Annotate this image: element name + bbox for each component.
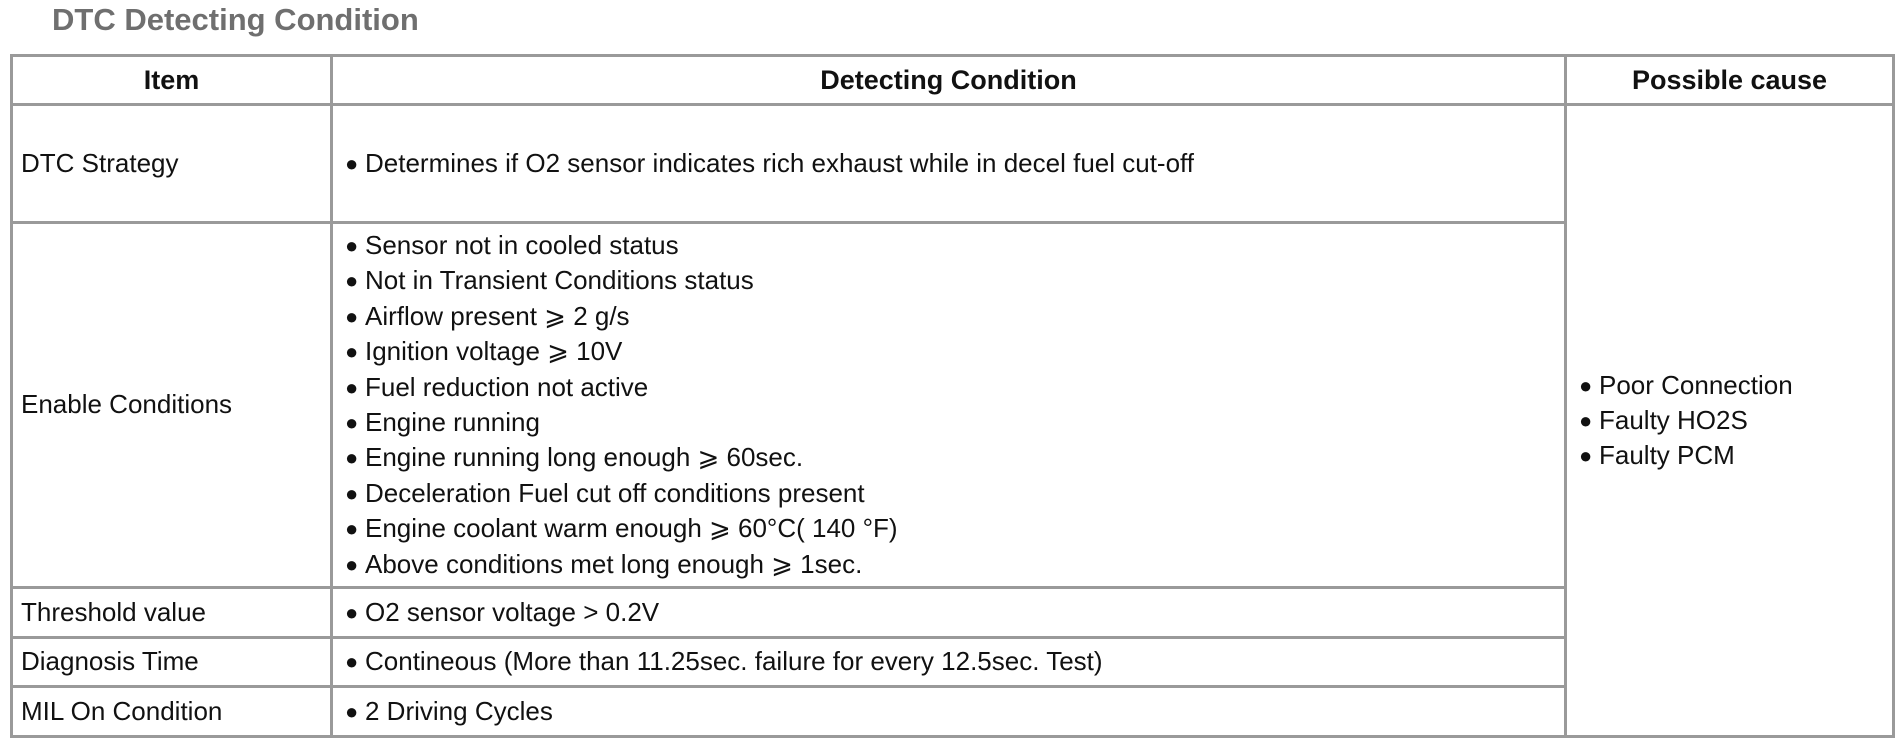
- bullet-icon: ●: [1579, 373, 1593, 398]
- bullet-icon: ●: [1579, 408, 1593, 433]
- condition-text: Determines if O2 sensor indicates rich exhaust while in decel fuel cut-off: [365, 148, 1195, 179]
- bullet-icon: ●: [345, 599, 359, 625]
- list-item: [341, 146, 1556, 181]
- condition-text: Engine running: [365, 406, 540, 437]
- condition-cell: [332, 105, 1566, 223]
- list-item: [341, 440, 1556, 475]
- row-label: DTC Strategy: [12, 105, 332, 223]
- condition-cell: [332, 223, 1566, 588]
- list-item: [341, 511, 1556, 546]
- list-item: [341, 370, 1556, 405]
- list-item: [1575, 403, 1884, 438]
- bullet-icon: ●: [345, 151, 359, 177]
- list-item: [341, 405, 1556, 440]
- row-label: Diagnosis Time: [12, 637, 332, 686]
- condition-text: Contineous (More than 11.25sec. failure for every 12.5sec. Test): [365, 646, 1103, 677]
- list-item: [341, 334, 1556, 369]
- condition-text: O2 sensor voltage > 0.2V: [365, 596, 660, 627]
- list-item: [341, 263, 1556, 298]
- list-item: [341, 694, 1556, 729]
- condition-text: 2 Driving Cycles: [365, 695, 553, 726]
- bullet-icon: ●: [345, 480, 359, 506]
- row-label: Threshold value: [12, 587, 332, 637]
- bullet-icon: ●: [345, 516, 359, 542]
- page-title: DTC Detecting Condition: [52, 2, 419, 37]
- condition-text: Airflow present ⩾ 2 g/s: [365, 300, 630, 331]
- list-item: [1575, 438, 1884, 473]
- list-item: [341, 228, 1556, 263]
- bullet-icon: ●: [345, 339, 359, 365]
- header-detecting-condition: Detecting Condition: [332, 56, 1566, 105]
- row-label: Enable Conditions: [12, 223, 332, 588]
- cause-text: Faulty HO2S: [1599, 405, 1748, 435]
- table-row: [12, 105, 1894, 223]
- condition-text: Fuel reduction not active: [365, 371, 649, 402]
- condition-text: Engine running long enough ⩾ 60sec.: [365, 442, 804, 473]
- list-item: [1575, 368, 1884, 403]
- header-possible-cause: Possible cause: [1566, 56, 1894, 105]
- condition-cell: [332, 686, 1566, 736]
- bullet-icon: ●: [345, 409, 359, 435]
- condition-text: Engine coolant warm enough ⩾ 60°C( 140 °F): [365, 513, 898, 544]
- condition-text: Not in Transient Conditions status: [365, 265, 754, 296]
- bullet-icon: ●: [1579, 443, 1593, 468]
- condition-text: Ignition voltage ⩾ 10V: [365, 336, 623, 367]
- bullet-icon: ●: [345, 303, 359, 329]
- bullet-icon: ●: [345, 649, 359, 675]
- cause-text: Poor Connection: [1599, 370, 1793, 400]
- list-item: [341, 299, 1556, 334]
- possible-cause-cell: [1566, 105, 1894, 737]
- list-item: [341, 644, 1556, 679]
- condition-text: Above conditions met long enough ⩾ 1sec.: [365, 548, 863, 579]
- dtc-table: [10, 54, 1895, 738]
- list-item: [341, 595, 1556, 630]
- bullet-icon: ●: [345, 374, 359, 400]
- condition-text: Deceleration Fuel cut off conditions present: [365, 477, 865, 508]
- condition-text: Sensor not in cooled status: [365, 229, 679, 260]
- bullet-icon: ●: [345, 698, 359, 724]
- condition-cell: [332, 637, 1566, 686]
- bullet-icon: ●: [345, 232, 359, 258]
- list-item: [341, 476, 1556, 511]
- list-item: [341, 547, 1556, 582]
- condition-cell: [332, 587, 1566, 637]
- bullet-icon: ●: [345, 268, 359, 294]
- bullet-icon: ●: [345, 445, 359, 471]
- table-header-row: [12, 56, 1894, 105]
- row-label: MIL On Condition: [12, 686, 332, 736]
- header-item: Item: [12, 56, 332, 105]
- cause-text: Faulty PCM: [1599, 440, 1735, 470]
- bullet-icon: ●: [345, 551, 359, 577]
